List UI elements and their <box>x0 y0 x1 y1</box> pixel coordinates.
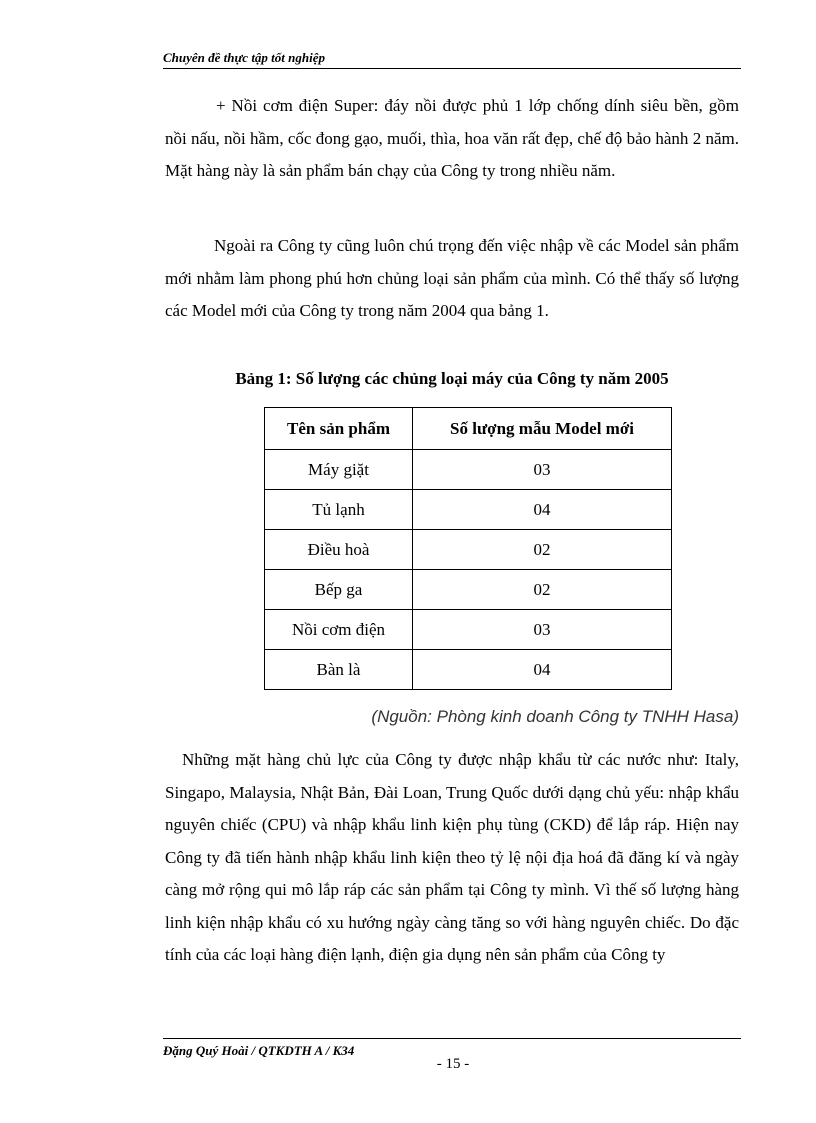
column-header-product: Tên sản phẩm <box>265 408 413 450</box>
table-row <box>265 490 672 530</box>
count-cell: 03 <box>413 610 672 650</box>
table-source-note: (Nguồn: Phòng kinh doanh Công ty TNHH Hasa) <box>371 707 739 726</box>
count-cell: 02 <box>413 530 672 570</box>
count-cell: 03 <box>413 450 672 490</box>
table-header-row <box>265 408 672 450</box>
model-count-table <box>264 407 672 690</box>
table-row <box>265 610 672 650</box>
page-footer-author: Đặng Quý Hoài / QTKDTH A / K34 <box>163 1038 741 1059</box>
paragraph-new-models: Ngoài ra Công ty cũng luôn chú trọng đến việc nhập về các Model sản phẩm mới nhằm làm phong phú hơn chủng loại sản phẩm của mình. Có thể thấy số lượng các Model mới của Công ty trong năm 2004 qua bảng 1. <box>165 236 739 320</box>
table-row <box>265 530 672 570</box>
table-row <box>265 570 672 610</box>
product-cell: Nồi cơm điện <box>265 610 413 650</box>
count-cell: 02 <box>413 570 672 610</box>
table-caption: Bảng 1: Số lượng các chủng loại máy của Công ty năm 2005 <box>235 369 669 388</box>
page-number: - 15 - <box>436 1056 470 1072</box>
count-cell: 04 <box>413 490 672 530</box>
product-cell: Máy giặt <box>265 450 413 490</box>
page-header: Chuyên đề thực tập tốt nghiệp <box>163 50 741 69</box>
paragraph-imports: Những mặt hàng chủ lực của Công ty được nhập khẩu từ các nước như: Italy, Singapo, Malaysia, Nhật Bản, Đài Loan, Trung Quốc dưới dạng chủ yếu: nhập khẩu nguyên chiếc (CPU) và nhập khẩu linh kiện phụ tùng (CKD) để lắp ráp. Hiện nay Công ty đã tiến hành nhập khẩu linh kiện theo tỷ lệ nội địa hoá đã đăng kí và ngày càng mở rộng qui mô lắp ráp các sản phẩm tại Công ty mình. Vì thế số lượng hàng linh kiện nhập khẩu có xu hướng ngày càng tăng so với hàng nguyên chiếc. Do đặc tính của các loại hàng điện lạnh, điện gia dụng nên sản phẩm của Công ty <box>165 750 739 964</box>
paragraph-rice-cooker: + Nồi cơm điện Super: đáy nồi được phủ 1 lớp chống dính siêu bền, gồm nồi nấu, nồi hầm, cốc đong gạo, muối, thìa, hoa văn rất đẹp, chế độ bảo hành 2 năm. Mặt hàng này là sản phẩm bán chạy của Công ty trong nhiều năm. <box>165 96 739 180</box>
product-cell: Bàn là <box>265 650 413 690</box>
product-cell: Bếp ga <box>265 570 413 610</box>
column-header-model-count: Số lượng mẫu Model mới <box>413 408 672 450</box>
count-cell: 04 <box>413 650 672 690</box>
product-cell: Tủ lạnh <box>265 490 413 530</box>
table-row <box>265 650 672 690</box>
table-row <box>265 450 672 490</box>
product-cell: Điều hoà <box>265 530 413 570</box>
